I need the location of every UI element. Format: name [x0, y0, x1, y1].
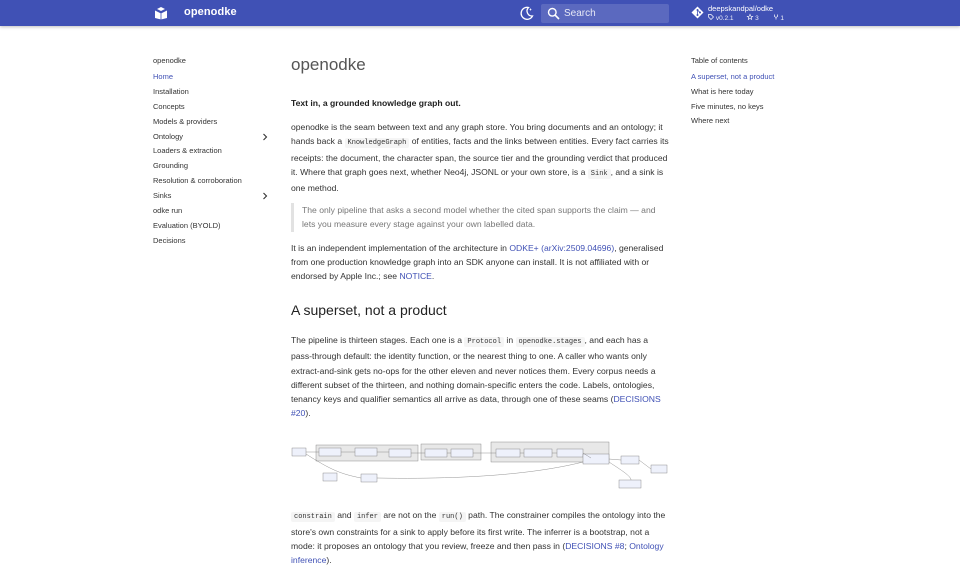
sidebar-item-models-providers[interactable] — [153, 115, 273, 130]
code-sink: Sink — [588, 169, 611, 179]
stars-count: 3 — [755, 15, 759, 22]
sidebar-item-label: Resolution & corroboration — [153, 176, 242, 186]
decisions-20-link[interactable]: DECISIONS #20 — [291, 394, 661, 419]
notice-link[interactable]: NOTICE — [399, 271, 432, 282]
code-run: run() — [439, 512, 466, 522]
sidebar-item-label: Models & providers — [153, 116, 218, 126]
sidebar-item-label: Evaluation (BYOLD) — [153, 220, 221, 230]
forks-count: 1 — [780, 15, 785, 22]
sidebar-item-label: Installation — [153, 86, 189, 96]
sidebar-item-label: Decisions — [153, 235, 186, 245]
sidebar-item-label: odke run — [153, 206, 183, 216]
code-knowledgegraph: KnowledgeGraph — [345, 138, 410, 148]
version-fact — [708, 15, 741, 22]
code-protocol: Protocol — [464, 337, 504, 347]
sidebar-item-label: Grounding — [153, 161, 189, 171]
sidebar-item-label: Ontology — [153, 131, 184, 141]
text: , generalised from one production knowledge graph into an SDK anyone can install. It is not affiliated with or endorsed by Apple Inc.; see — [291, 242, 664, 282]
text: , and each has a pass-through default: the identity function, or the nearest thing to one. A caller who wants only extract-and-sink gets no-ops for the other eleven and never notices them. Every corpus needs a different subset of the thirteen, and nothing domain-specific enters the code. Labels, ontologies, tenancy keys and qualifier semantics all arrive as data, through one of these seams ( — [291, 335, 656, 405]
sidebar-item-odke-run[interactable] — [153, 204, 273, 219]
text: ). — [326, 555, 332, 566]
forks-fact — [773, 15, 790, 22]
nav-title: openodke — [153, 56, 186, 65]
search-box[interactable] — [541, 4, 669, 23]
search-input[interactable] — [564, 4, 664, 23]
text: The pipeline is thirteen stages. Each one is a — [291, 335, 465, 346]
sidebar-item-home[interactable] — [153, 70, 273, 85]
implementation-paragraph — [291, 241, 669, 284]
toc-item-here-today[interactable]: What is here today — [691, 86, 754, 96]
sidebar-item-loaders-extraction[interactable] — [153, 144, 273, 159]
repo-name: deepskandpal/odke — [708, 4, 774, 13]
text: are not on the — [380, 510, 439, 521]
toc-item-where-next[interactable]: Where next — [691, 116, 730, 126]
constrain-infer-paragraph — [291, 508, 669, 567]
text: openodke is the seam between text and any graph store. You bring documents and an ontology; it hands back a — [291, 122, 663, 147]
lead-paragraph: Text in, a grounded knowledge graph out. — [291, 98, 461, 108]
toc-item-superset[interactable]: A superset, not a product — [691, 72, 775, 81]
text: path. The constrainer compiles the ontology into the store's own constraints for a sink to apply before its first write. The inferrer is a bootstrap, not a mode: it proposes an ontology that you review, freeze and then pass in ( — [291, 510, 666, 551]
book-logo-icon[interactable] — [154, 6, 168, 20]
chevron-right-icon[interactable] — [261, 192, 269, 200]
text: It is an independent implementation of the architecture in — [291, 242, 510, 253]
tag-icon — [708, 14, 714, 20]
main-content — [291, 52, 669, 575]
star-icon — [747, 14, 753, 20]
toc-title: Table of contents — [691, 56, 748, 65]
decisions-8-link[interactable]: DECISIONS #8 — [565, 540, 625, 551]
pipeline-paragraph — [291, 333, 669, 420]
dark-mode-toggle-icon[interactable] — [519, 5, 535, 21]
text: and — [334, 510, 354, 521]
sidebar-item-evaluation[interactable] — [153, 219, 273, 234]
text: in — [504, 335, 516, 346]
blockquote — [291, 203, 669, 231]
odke-paper-link[interactable]: ODKE+ (arXiv:2509.04696) — [509, 242, 615, 253]
sidebar-item-resolution-corroboration[interactable] — [153, 174, 273, 189]
intro-paragraph — [291, 120, 669, 195]
sidebar-item-installation[interactable] — [153, 85, 273, 100]
text: , and a sink is one method. — [291, 166, 664, 194]
chevron-right-icon[interactable] — [261, 133, 269, 141]
sidebar-item-label: Concepts — [153, 101, 185, 111]
text: ). — [305, 408, 311, 419]
table-of-contents — [691, 55, 811, 129]
sidebar-item-ontology[interactable] — [153, 130, 273, 145]
version-text: v0.2.1 — [715, 15, 734, 22]
text: of entities, facts and the links between entities. Every fact carries its receipts: the document, the character span, the source tier and the grounding verdict that produced it. Where that graph goes next, whether Neo4j, JSONL or your own store, is a — [291, 136, 669, 177]
search-icon — [547, 7, 560, 20]
sidebar-item-grounding[interactable] — [153, 159, 273, 174]
stars-fact — [747, 15, 766, 22]
pipeline-diagram — [291, 440, 669, 495]
repo-link[interactable] — [691, 4, 851, 24]
toc-item-five-minutes[interactable]: Five minutes, no keys — [691, 101, 764, 111]
code-infer: infer — [354, 512, 381, 522]
fork-icon — [773, 14, 779, 20]
code-openodke-stages: openodke.stages — [516, 337, 585, 347]
blockquote-text: The only pipeline that asks a second model whether the cited span supports the claim — and lets you measure every stage against your own labelled data. — [302, 205, 656, 230]
text: . — [431, 271, 435, 282]
site-title[interactable]: openodke — [184, 6, 237, 18]
sidebar-item-label: Sinks — [153, 191, 172, 201]
text: ; — [624, 540, 630, 551]
sidebar-item-concepts[interactable] — [153, 100, 273, 115]
top-header — [0, 0, 960, 26]
ontology-inference-link[interactable]: Ontology inference — [291, 540, 664, 566]
page-title: openodke — [291, 55, 366, 74]
code-constrain: constrain — [291, 512, 335, 522]
repo-facts — [708, 14, 796, 22]
primary-navigation — [153, 55, 273, 249]
sidebar-item-sinks[interactable] — [153, 189, 273, 204]
sidebar-item-decisions[interactable] — [153, 234, 273, 249]
sidebar-item-label: Home — [153, 72, 174, 81]
git-icon — [691, 6, 704, 19]
sidebar-item-label: Loaders & extraction — [153, 146, 222, 156]
section-heading-superset: A superset, not a product — [291, 302, 447, 319]
